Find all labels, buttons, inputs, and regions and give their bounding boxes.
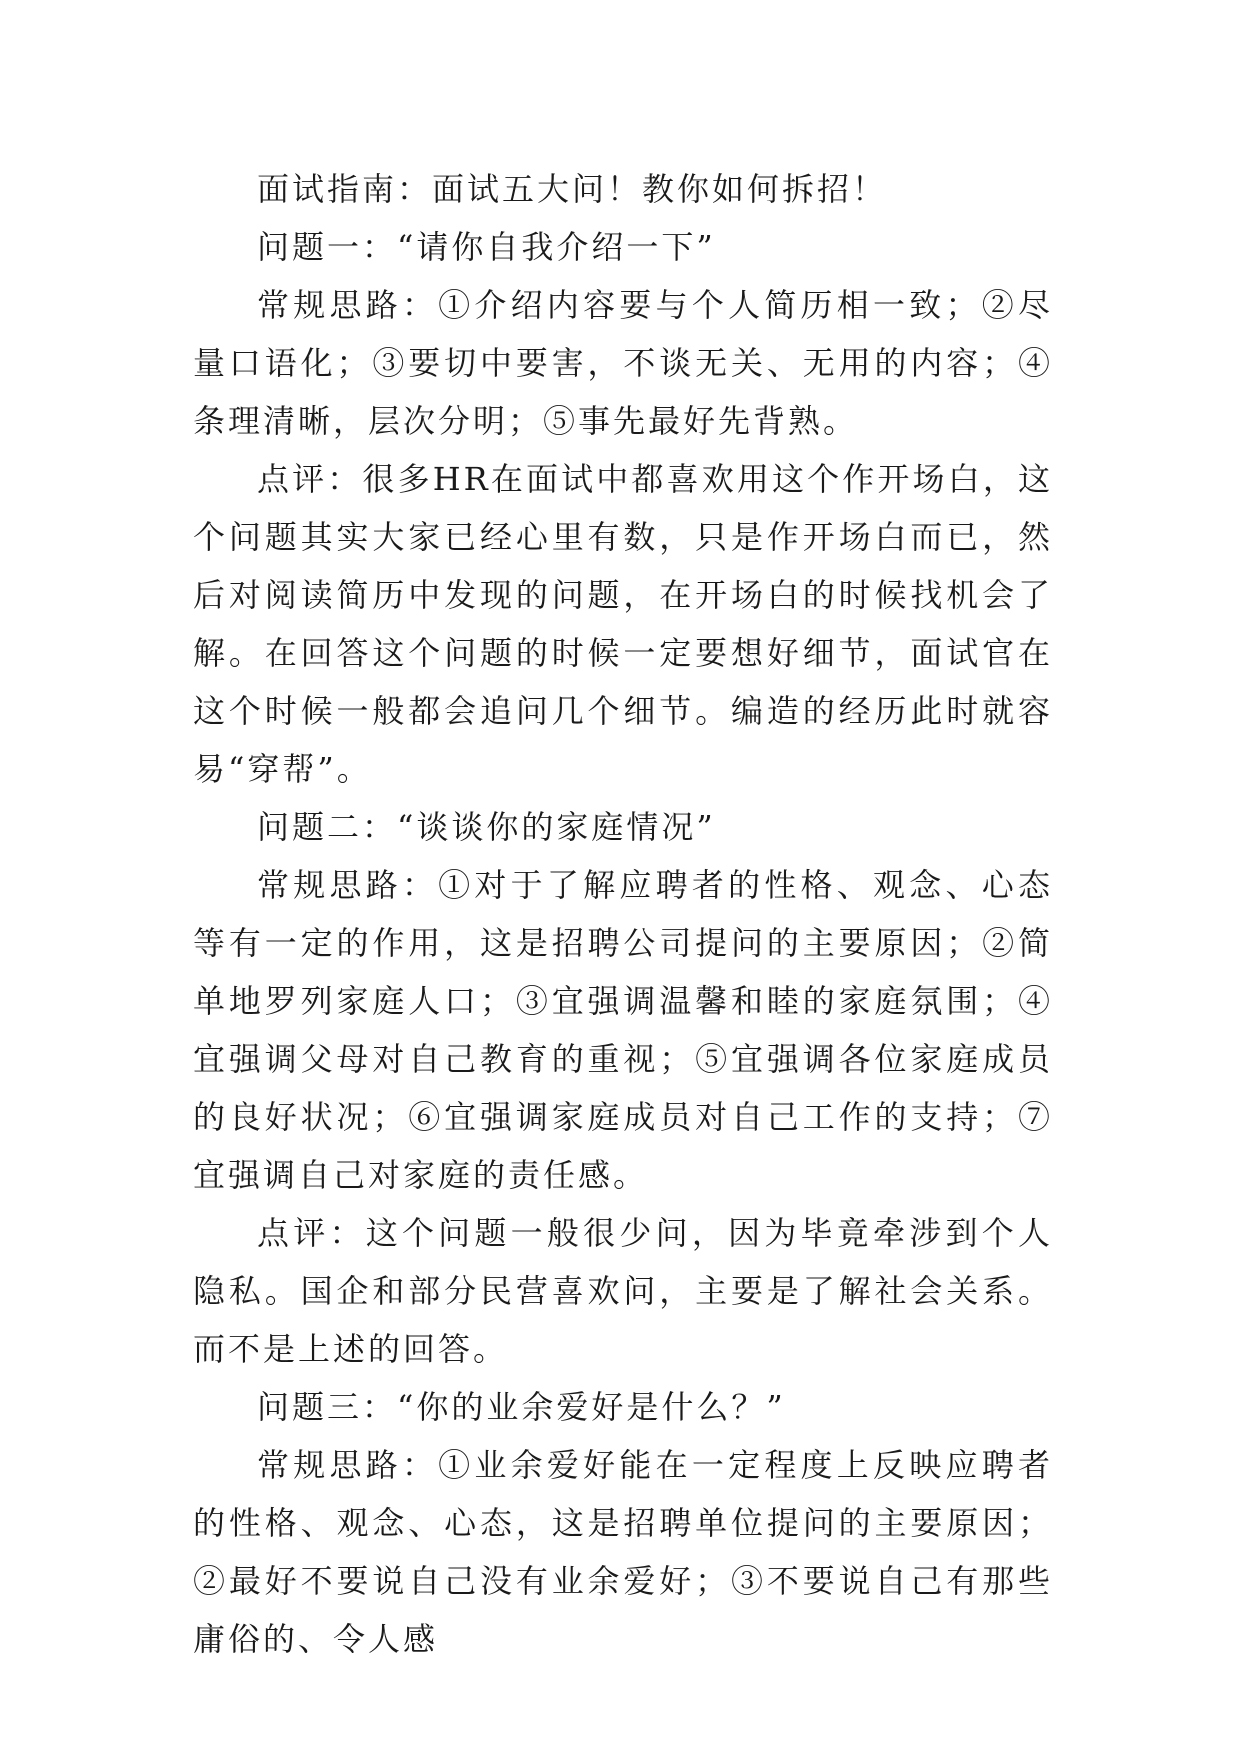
question-3-heading: 问题三：“你的业余爱好是什么？”: [257, 1388, 786, 1426]
document-title: 面试指南：面试五大问！教你如何拆招！: [257, 170, 888, 208]
question-1-comment: 点评：很多HR在面试中都喜欢用这个作开场白，这个问题其实大家已经心里有数，只是作开场白而已，然后对阅读简历中发现的问题，在开场白的时候找机会了解。在回答这个问题的时候一定要想好细节，面试官在这个时候一般都会追问几个细节。编造的经历此时就容易“穿帮”。: [193, 460, 1053, 788]
question-2-heading: 问题二：“谈谈你的家庭情况”: [257, 808, 716, 846]
question-1-approach: 常规思路：①介绍内容要与个人简历相一致；②尽量口语化；③要切中要害，不谈无关、无用的内容；④条理清晰，层次分明；⑤事先最好先背熟。: [193, 286, 1053, 440]
question-1-heading: 问题一：“请你自我介绍一下”: [257, 228, 716, 266]
question-2-approach: 常规思路：①对于了解应聘者的性格、观念、心态等有一定的作用，这是招聘公司提问的主要原因；②简单地罗列家庭人口；③宜强调温馨和睦的家庭氛围；④宜强调父母对自己教育的重视；⑤宜强调各位家庭成员的良好状况；⑥宜强调家庭成员对自己工作的支持；⑦宜强调自己对家庭的责任感。: [193, 866, 1053, 1194]
question-2-comment: 点评：这个问题一般很少问，因为毕竟牵涉到个人隐私。国企和部分民营喜欢问，主要是了解社会关系。而不是上述的回答。: [193, 1214, 1053, 1368]
document-page: [193, 160, 1053, 1668]
question-3-approach: 常规思路：①业余爱好能在一定程度上反映应聘者的性格、观念、心态，这是招聘单位提问的主要原因；②最好不要说自己没有业余爱好；③不要说自己有那些庸俗的、令人感: [193, 1446, 1053, 1658]
